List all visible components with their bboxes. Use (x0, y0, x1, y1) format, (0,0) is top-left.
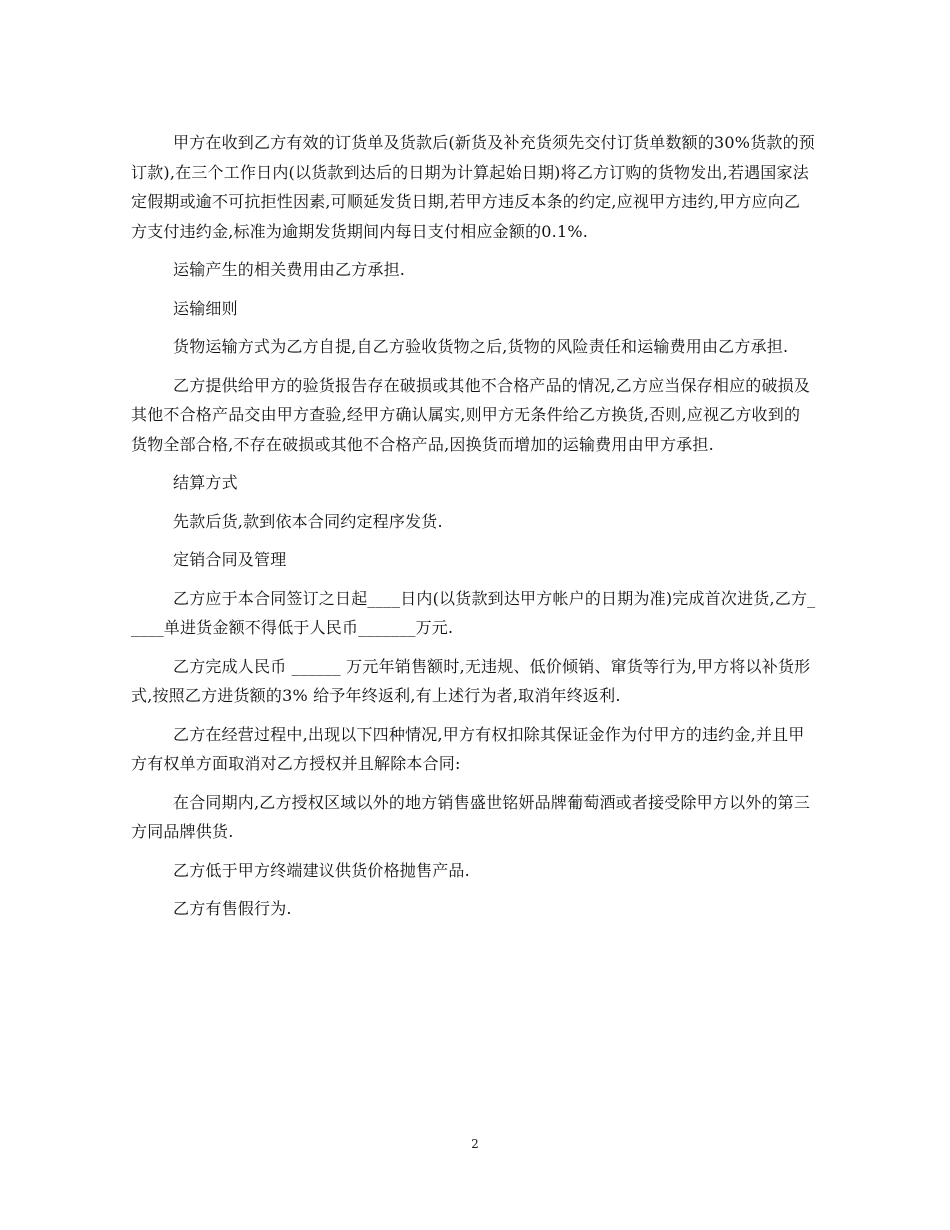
section-heading-transport: 运输细则 (173, 298, 238, 318)
paragraph-1: 甲方在收到乙方有效的订货单及货款后(新货及补充货须先交付订货单数额的30%货款的预订款),在三个工作日内(以货款到达后的日期为计算起始日期)将乙方订购的货物发出,若遇国家法定假期或逾不可抗拒性因素,可顺延发货日期,若甲方违反本条的约定,应视甲方违约,甲方应向乙方支付违约金,标准为逾期发货期间内每日支付相应金额的0.1%. (131, 133, 816, 241)
paragraph-4: 乙方提供给甲方的验货报告存在破损或其他不合格产品的情况,乙方应当保存相应的破损及其他不合格产品交由甲方查验,经甲方确认属实,则甲方无条件给乙方换货,否则,应视乙方收到的货物全部合格,不存在破损或其他不合格产品,因换货而增加的运输费用由甲方承担. (131, 375, 811, 454)
paragraph-6: 乙方应于本合同签订之日起____日内(以货款到达甲方帐户的日期为准)完成首次进货,乙方_____单进货金额不得低于人民币_______万元. (131, 588, 816, 637)
paragraph-8: 乙方在经营过程中,出现以下四种情况,甲方有权扣除其保证金作为付甲方的违约金,并且甲方有权单方面取消对乙方授权并且解除本合同: (131, 724, 805, 773)
paragraph-3: 货物运输方式为乙方自提,自乙方验收货物之后,货物的风险责任和运输费用由乙方承担. (173, 337, 789, 356)
paragraph-11: 乙方有售假行为. (173, 899, 292, 918)
paragraph-7: 乙方完成人民币 ______ 万元年销售额时,无违规、低价倾销、窜货等行为,甲方将以补货形式,按照乙方进货额的3% 给予年终返利,有上述行为者,取消年终返利. (131, 656, 811, 705)
paragraph-2: 运输产生的相关费用由乙方承担. (173, 260, 406, 279)
paragraph-10: 乙方低于甲方终端建议供货价格抛售产品. (173, 860, 470, 880)
page-number: 2 (471, 1137, 479, 1151)
paragraph-9: 在合同期内,乙方授权区域以外的地方销售盛世铭妍品牌葡萄酒或者接受除甲方以外的第三方同品牌供货. (131, 792, 811, 841)
paragraph-5: 先款后货,款到依本合同约定程序发货. (173, 511, 443, 531)
section-heading-contract-management: 定销合同及管理 (173, 550, 287, 569)
document-body (131, 128, 816, 933)
section-heading-settlement: 结算方式 (173, 473, 238, 492)
